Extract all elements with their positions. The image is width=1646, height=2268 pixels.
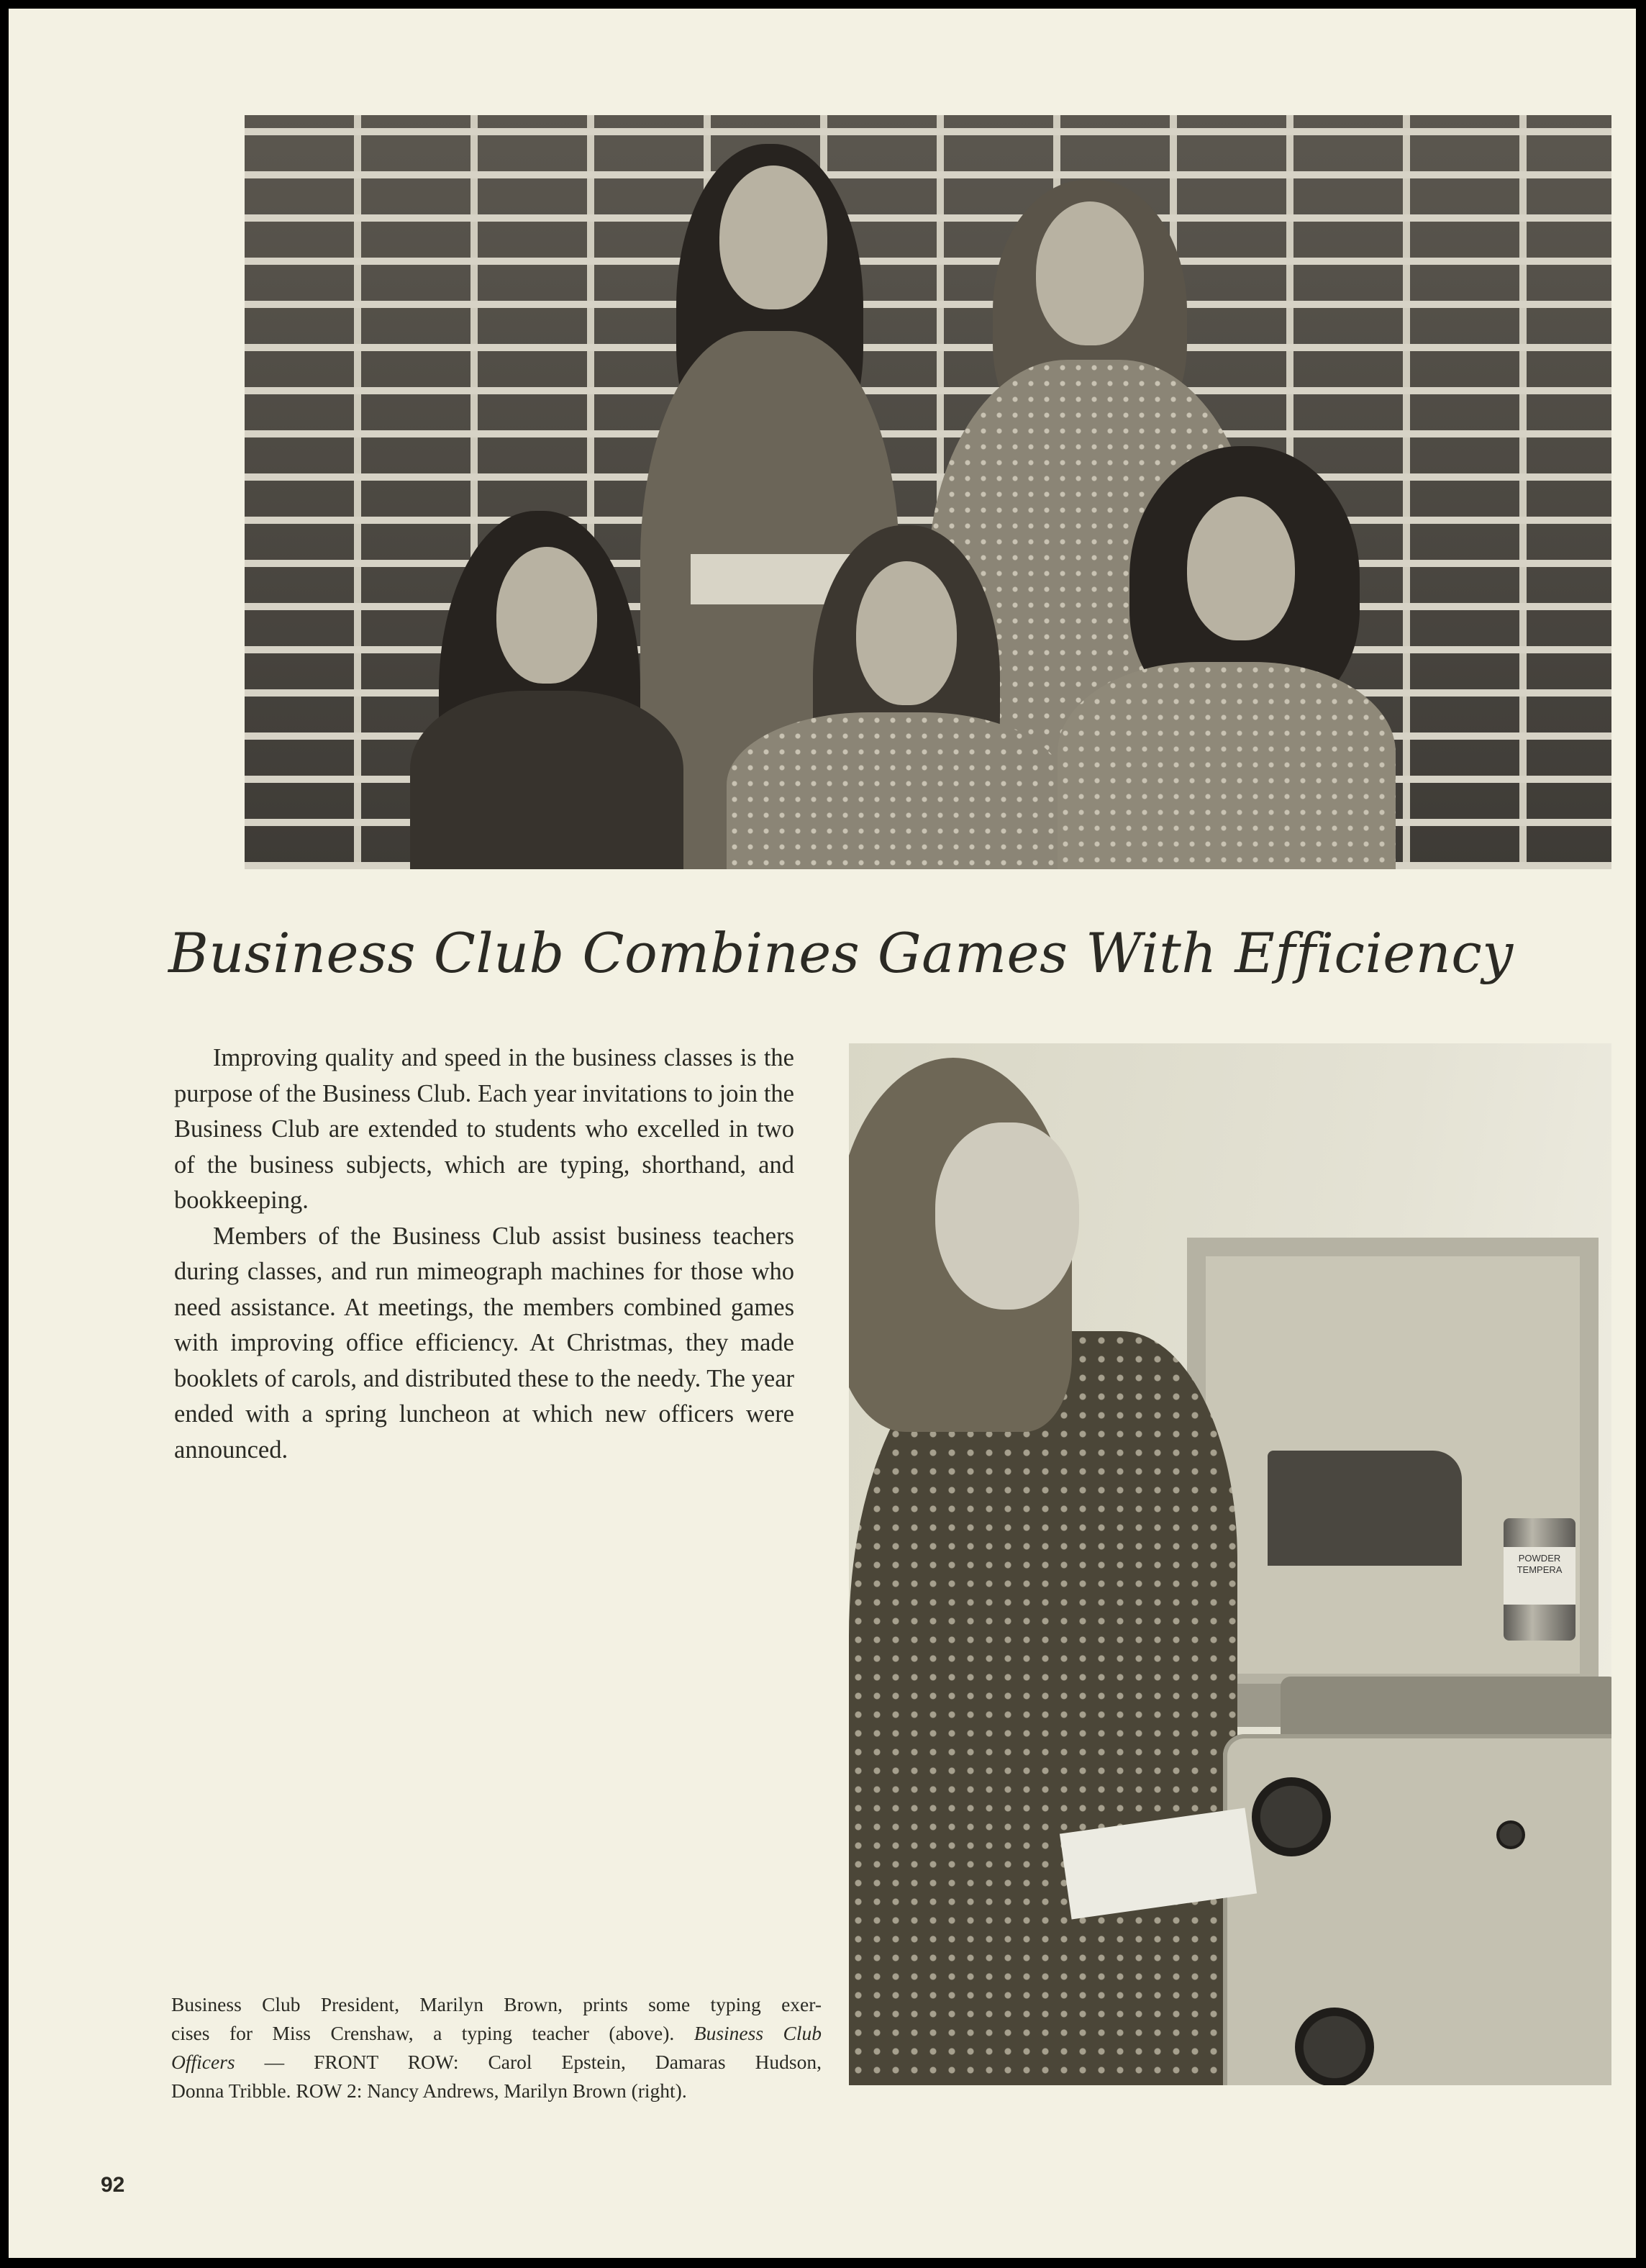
- article-body: [174, 1040, 794, 1468]
- headline: Business Club Combines Games With Efficiency: [168, 921, 1514, 985]
- caption-line-2: cises for Miss Crenshaw, a typing teacher (above). Business Club: [171, 2022, 822, 2044]
- president-figure-dress: [849, 1331, 1237, 2085]
- machine-knob-small: [1496, 1820, 1525, 1849]
- body-paragraph-1: Improving quality and speed in the business classes is the purpose of the Business Club. Each year invitations to join the Business Club are extended to students who excelled in two of the business subjects, which are typing, shorthand, and bookkeeping.: [174, 1044, 794, 1214]
- machine-knob-lower: [1295, 2008, 1374, 2085]
- paint-can-label: POWDER TEMPERA: [1504, 1547, 1575, 1605]
- yearbook-page: [9, 9, 1636, 2258]
- caption-line-4: Donna Tribble. ROW 2: Nancy Andrews, Marilyn Brown (right).: [171, 2079, 687, 2102]
- officers-group-photo: [245, 115, 1611, 869]
- president-figure-face: [935, 1122, 1079, 1310]
- mimeograph-photo: [849, 1043, 1611, 2085]
- caption-line-1: Business Club President, Marilyn Brown, prints some typing exer-: [171, 1993, 822, 2015]
- page-number: 92: [101, 2173, 125, 2197]
- photo-caption: [171, 1990, 822, 2105]
- caption-line-3: Officers — FRONT ROW: Carol Epstein, Damaras Hudson,: [171, 2051, 822, 2073]
- machine-knob-upper: [1252, 1777, 1331, 1856]
- body-paragraph-2: Members of the Business Club assist business teachers during classes, and run mimeograph machines for those who need assistance. At meetings, the members combined games with improving office efficiency. At Christmas, they made booklets of carols, and distributed these to the needy. The year ended with a spring luncheon at which new officers were announced.: [174, 1222, 794, 1464]
